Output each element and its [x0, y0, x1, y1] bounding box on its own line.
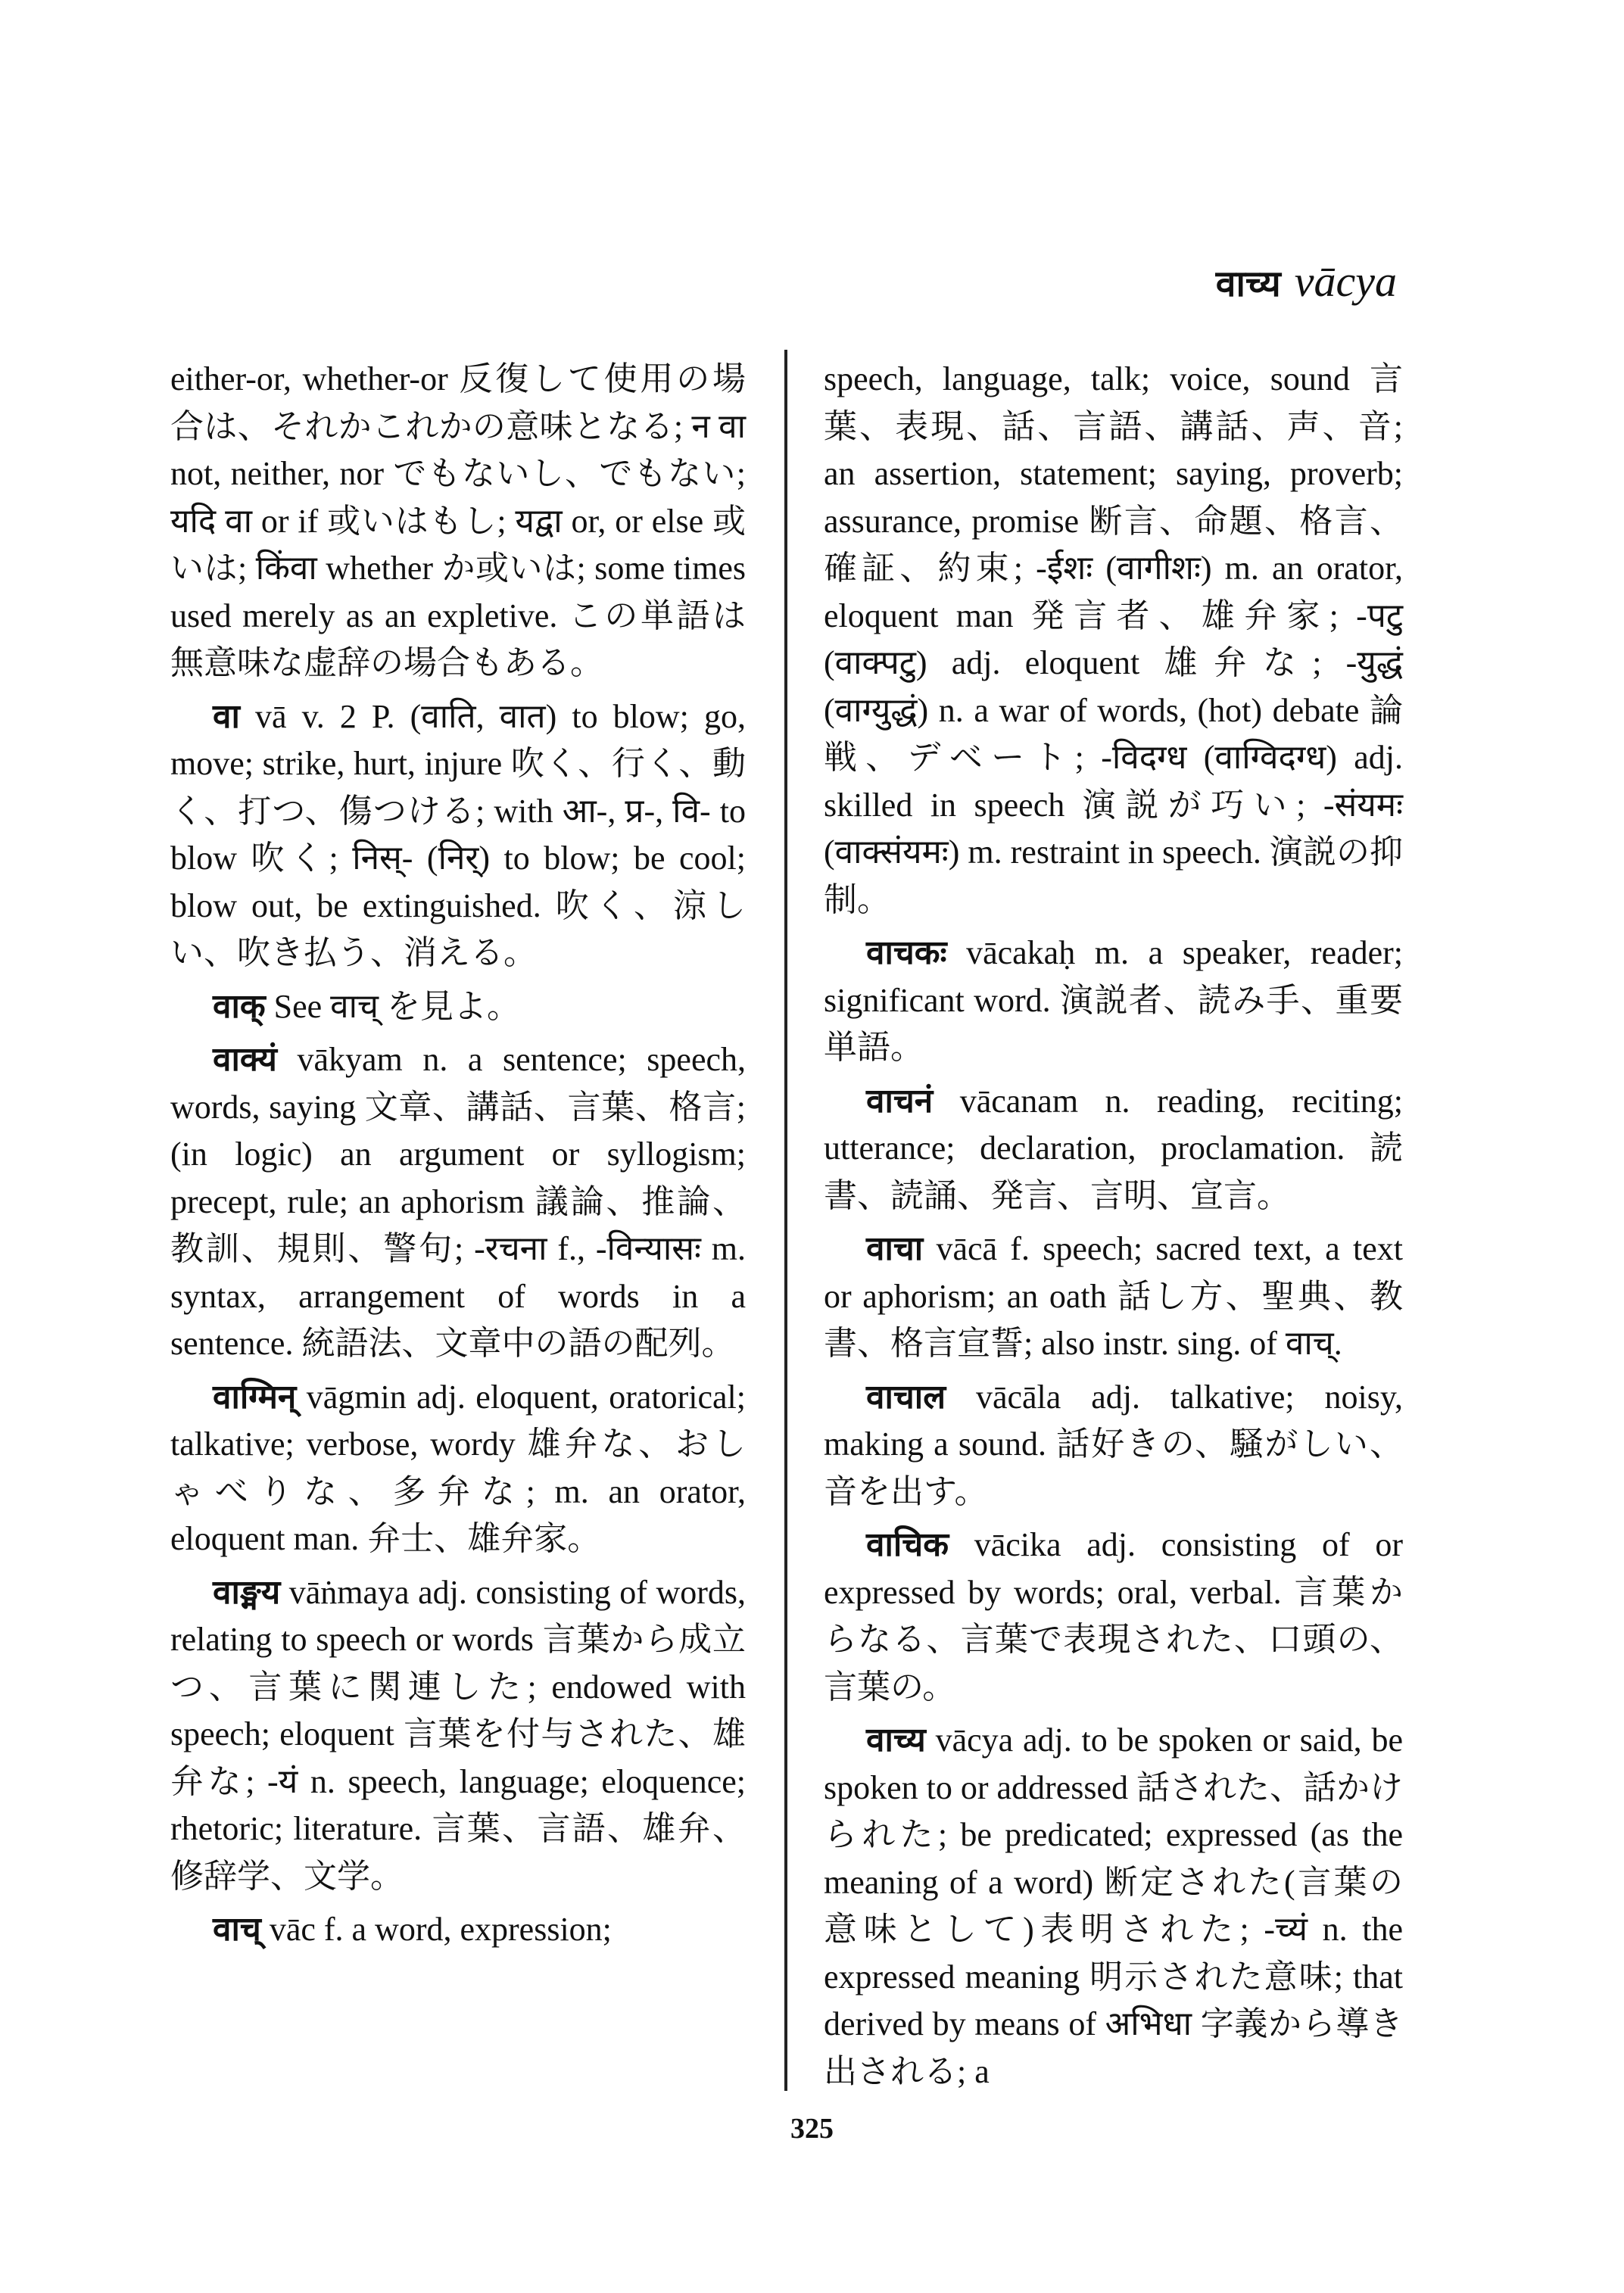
dictionary-entry: [824, 1078, 1403, 1220]
entry-text: vākyam n. a sentence; speech, words, saying 文章、講話、言葉、格言; (in logic) an argument or syllogism; precept, rule; an aphorism 議論、推論、教訓、規則、警句; -रचना f., -विन्यासः m. syntax, arrangement of words in a sentence. 統語法、文章中の語の配列。: [170, 1041, 747, 1362]
dictionary-entry: [824, 1717, 1403, 2095]
dictionary-entry: [170, 693, 746, 977]
continuation-text: either-or, whether-or 反復して使用の場合は、それかこれかの意味となる; न वा not, neither, nor でもないし、でもない; यदि वा or if 或いはもし; यद्वा or, or else 或いは; किंवा whether か或いは; some times used merely as an expletive. この単語は無意味な虚辞の場合もある。: [170, 360, 746, 681]
entry-text: vācanam n. reading, reciting; utterance; declaration, proclamation. 読書、読誦、発言、言明、宣言。: [824, 1082, 1403, 1214]
dictionary-entry: [170, 1569, 746, 1901]
entry-headword: वाचिक: [866, 1525, 949, 1564]
dictionary-entry: [170, 1374, 746, 1563]
entry-text: vācā f. speech; sacred text, a text or aphorism; an oath 話し方、聖典、教書、格言宣誓; also instr. sing. of वाच्.: [824, 1230, 1404, 1362]
entry-headword: वाक्यं: [213, 1040, 277, 1079]
dictionary-entry: [824, 930, 1403, 1072]
entry-headword: वाक्: [213, 986, 266, 1026]
running-head: [1216, 256, 1397, 307]
dictionary-entry: [170, 1036, 746, 1368]
entry-text: vā v. 2 P. (वाति, वात) to blow; go, move; strike, hurt, injure 吹く、行く、動く、打つ、傷つける; with आ-, प्र-, वि- to blow 吹く; निस्- (निर्) to blow; be cool; blow out, be extinguished. 吹く、涼しい、吹き払う、消える。: [170, 697, 747, 971]
running-head-roman: vācya: [1294, 257, 1397, 306]
entry-text: vācya adj. to be spoken or said, be spoken to or addressed 話された、話かけられた; be predicated; expressed (as the meaning of a word) 断定された(言葉の意味として)表明された; -च्यं n. the expressed meaning 明示された意味; that derived by means of अभिधा 字義から導き出される; a: [824, 1721, 1404, 2090]
entry-headword: वाचा: [866, 1229, 924, 1268]
entry-text: vāṅmaya adj. consisting of words, relating to speech or words 言葉から成立つ、言葉に関連した; endowed with speech; eloquent 言葉を付与された、雄弁な; -यं n. speech, language; eloquence; rhetoric; literature. 言葉、言語、雄弁、修辞学、文学。: [170, 1573, 747, 1895]
entry-text: vācāla adj. talkative; noisy, making a sound. 話好きの、騒がしい、音を出す。: [824, 1378, 1404, 1510]
page-number: 325: [790, 2113, 834, 2145]
entry-headword: वा: [213, 696, 240, 736]
entry-text: vācika adj. consisting of or expressed by words; oral, verbal. 言葉からなる、言葉で表現された、口頭の、言葉の。: [824, 1526, 1403, 1706]
column-divider: [784, 350, 787, 2091]
entry-text: vāc f. a word, expression;: [269, 1911, 612, 1948]
right-column: [824, 356, 1403, 2101]
dictionary-entry: [170, 1906, 746, 1954]
left-column: [170, 356, 746, 1960]
entry-headword: वाच्: [213, 1910, 261, 1949]
entry-headword: वाग्मिन्: [213, 1377, 297, 1416]
entry-text: vācakaḥ m. a speaker, reader; significant word. 演説者、読み手、重要単語。: [824, 934, 1404, 1066]
entry-headword: वाचनं: [866, 1081, 934, 1120]
dictionary-entry: [824, 1226, 1403, 1368]
running-head-devanagari: वाच्य: [1215, 263, 1281, 305]
entry-headword: वाचाल: [866, 1377, 946, 1416]
entry-text: vāgmin adj. eloquent, oratorical; talkative; verbose, wordy 雄弁な、おしゃべりな、多弁な; m. an orator, eloquent man. 弁士、雄弁家。: [170, 1378, 747, 1557]
continuation-text: speech, language, talk; voice, sound 言葉、表現、話、言語、講話、声、音; an assertion, statement; saying, proverb; assurance, promise 断言、命題、格言、確証、約束; -ईशः (वागीशः) m. an orator, eloquent man 発言者、雄弁家; -पटु (वाक्पटु) adj. eloquent 雄弁な; -युद्धं (वाग्युद्धं) n. a war of words, (hot) debate 論戦、デベート; -विदग्ध (वाग्विदग्ध) adj. skilled in speech 演説が巧い; -संयमः (वाक्संयमः) m. restraint in speech. 演説の抑制。: [824, 360, 1403, 918]
entry-headword: वाचकः: [866, 933, 947, 972]
dictionary-entry: [824, 1374, 1403, 1516]
entry-headword: वाङ्मय: [213, 1572, 281, 1612]
entry-headword: वाच्य: [866, 1721, 926, 1759]
dictionary-entry: [824, 1522, 1403, 1711]
entry-text: See वाच् を見よ。: [273, 987, 520, 1025]
dictionary-entry: [170, 983, 746, 1031]
